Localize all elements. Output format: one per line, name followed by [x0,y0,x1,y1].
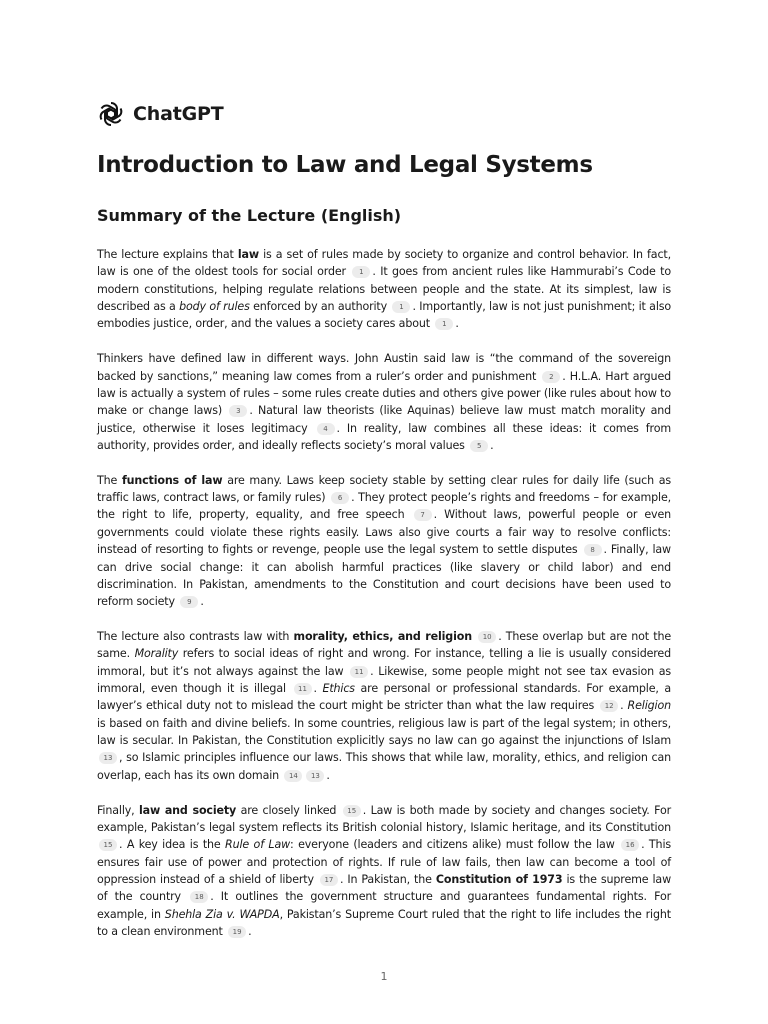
text-segment: The lecture explains that [97,248,238,261]
bold-term: law and society [138,803,237,817]
citation-badge[interactable]: 6 [331,492,349,504]
text-segment: . In reality, law combines all these ideas: it comes from authority, provides order, and ideally reflects society’s moral values [97,421,671,452]
citation-badge[interactable]: 19 [228,926,246,938]
text-segment: . Finally, law can drive social change: it can abolish harmful practices (like slavery or child labor) and end discrimination. In Pakistan, amendments to the Constitution and court decisions have been used to reform society [97,543,671,609]
text-segment: . It outlines the government structure and guarantees fundamental rights. For example, in [97,890,671,921]
text-segment: . These overlap but are not the same. [97,630,671,661]
brand-header [97,98,671,130]
text-segment: . In Pakistan, the [339,873,436,886]
text-segment [472,630,476,643]
document-title: Introduction to Law and Legal Systems [97,152,593,178]
body-paragraph [97,802,671,941]
italic-term: Rule of Law [225,838,291,852]
text-segment: . [248,925,252,939]
citation-badge[interactable]: 1 [352,266,370,278]
italic-term: body of rules [179,300,250,314]
text-segment: , so Islamic principles influence our laws. This shows that while law, morality, ethics, and religion can overlap, each has its own domain [97,751,671,782]
citation-badge[interactable]: 17 [320,874,338,886]
body-paragraph [97,246,671,333]
citation-badge[interactable]: 13 [306,770,324,782]
text-segment: refers to social ideas of right and wrong. For instance, telling a lie is usually considered immoral, but it’s not always against the law [97,647,671,678]
citation-badge[interactable]: 3 [229,405,247,417]
text-segment: . H.L.A. Hart argued law is actually a system of rules – some rules create duties and others give power (like rules about how to make or change laws) [97,369,672,418]
italic-term: Ethics [322,682,355,696]
citation-badge[interactable]: 16 [621,839,639,851]
text-segment: is a set of rules made by society to organize and control behavior. In fact, law is one of the oldest tools for social order [97,248,671,279]
text-segment: . Importantly, law is not just punishment; it also embodies justice, order, and the values a society cares about [97,300,672,331]
citation-badge[interactable]: 1 [435,318,453,330]
citation-badge[interactable]: 14 [284,770,302,782]
citation-badge[interactable]: 2 [542,371,560,383]
citation-badge[interactable]: 10 [478,631,496,643]
text-segment: . This ensures fair use of power and protection of rights. If rule of law fails, then law can become a tool of oppression instead of a shield of liberty [97,838,672,886]
citation-badge[interactable]: 5 [470,440,488,452]
text-segment: The lecture also contrasts law with [97,630,294,644]
bold-term: morality, ethics, and religion [293,630,472,644]
text-segment: is based on faith and divine beliefs. In some countries, religious law is part of the legal system; in others, law is secular. In Pakistan, the Constitution explicitly says no law can go against the injunctions of Islam [97,716,671,748]
text-segment: . [455,317,459,331]
citation-badge[interactable]: 11 [350,666,368,678]
text-segment: . They protect people’s rights and freedoms – for example, the right to life, property, equality, and free speech [97,491,672,522]
bold-term: law [237,248,259,261]
text-segment: . Likewise, some people might not see tax evasion as immoral, even though it is illegal [97,664,671,696]
text-segment: : everyone (leaders and citizens alike) must follow the law [290,838,620,852]
document-page [97,98,671,958]
text-segment: Finally, [97,803,139,817]
text-segment: Thinkers have defined law in different ways. John Austin said law is “the command of the sovereign backed by sanctions,” meaning law comes from a ruler’s order and punishment [97,352,671,383]
body-paragraph [97,628,671,784]
citation-badge[interactable]: 8 [584,544,602,556]
italic-term: Morality [134,647,179,661]
text-segment: . [326,768,330,782]
text-segment: , Pakistan’s Supreme Court ruled that the right to life includes the right to a clean environment [97,907,671,939]
text-segment: . It goes from ancient rules like Hammurabi’s Code to modern constitutions, helping regulate relations between people and the state. At its simplest, law is described as a [97,265,671,314]
text-segment: enforced by an authority [249,300,391,314]
bold-term: functions of law [121,473,223,487]
citation-badge[interactable]: 15 [99,839,117,851]
body-paragraph [97,350,671,454]
citation-badge[interactable]: 15 [343,805,361,817]
text-segment: . Law is both made by society and changes society. For example, Pakistan’s legal system reflects its British colonial history, Islamic heritage, and its Constitution [97,803,672,834]
text-segment: are closely linked [236,803,341,817]
citation-badge[interactable]: 7 [414,509,432,521]
openai-logo-icon [97,100,125,128]
text-segment: . [313,682,323,696]
document-body [97,246,671,940]
text-segment: . Natural law theorists (like Aquinas) believe law must match morality and justice, otherwise it loses legitimacy [97,404,671,435]
text-segment: . [200,595,204,609]
bold-term: Constitution of 1973 [435,873,563,886]
body-paragraph [97,472,671,611]
brand-name: ChatGPT [133,103,224,125]
text-segment: are personal or professional standards. For example, a lawyer’s ethical duty not to mislead the court might be stricter than what the law requires [97,682,671,713]
citation-badge[interactable]: 11 [294,683,312,695]
text-segment: . A key idea is the [119,838,226,852]
citation-badge[interactable]: 1 [392,301,410,313]
citation-badge[interactable]: 12 [600,700,618,712]
italic-term: Religion [627,699,671,713]
italic-term: Shehla Zia v. WAPDA [164,907,280,921]
text-segment: . Without laws, powerful people or even governments could violate these rights easily. Laws also give courts a fair way to resolve conflicts: instead of resorting to fights or revenge, people use the legal system to settle disputes [97,508,672,557]
text-segment: . [620,699,628,713]
citation-badge[interactable]: 4 [317,423,335,435]
citation-badge[interactable]: 13 [99,752,117,764]
citation-badge[interactable]: 18 [190,891,208,903]
text-segment: The [97,473,122,487]
text-segment: is the supreme law of the country [97,873,671,904]
text-segment: . [490,438,494,452]
section-heading: Summary of the Lecture (English) [97,206,402,225]
citation-badge[interactable]: 9 [180,596,198,608]
page-number: 1 [380,970,388,983]
text-segment: are many. Laws keep society stable by setting clear rules for daily life (such as traffic laws, contract laws, or family rules) [97,473,671,505]
